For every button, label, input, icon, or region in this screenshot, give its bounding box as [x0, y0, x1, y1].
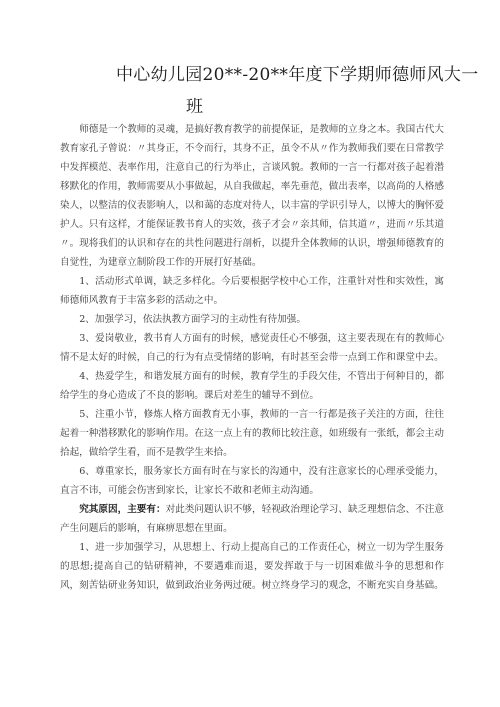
paragraph-text: 1、进一步加强学习，从思想上、行动上提高自己的工作责任心，树立一切为学生服务的思想;提高自己的钻研精神，不要遇难而退，要发挥敢于与一切困难做斗争的思想和作风，刻苦钻研业务知识，做到政治业务两过硬。树立终身学习的观念，不断充实自身基础。 — [60, 542, 444, 591]
paragraph-text: 2、加强学习，依法执教方面学习的主动性有待加强。 — [79, 314, 306, 325]
title-line-2: 班 — [186, 97, 204, 117]
paragraph-item-2 — [60, 310, 444, 329]
paragraph-text: 对此类问题认识不够，轻视政治理论学习、缺乏理想信念、不注意产生问题后的影响，有麻痹思想在里面。 — [60, 504, 445, 534]
paragraph-text: 6、尊重家长，服务家长方面有时在与家长的沟通中，没有注意家长的心理承受能力，直言不讳，可能会伤害到家长，让家长不敢和老师主动沟通。 — [60, 466, 444, 496]
paragraph-causes — [60, 500, 444, 538]
paragraph-item-6 — [60, 462, 444, 500]
paragraph-text: 1、活动形式单调，缺乏多样化。今后要根据学校中心工作，注重针对性和实效性，寓师德师风教育于丰富多彩的活动之中。 — [60, 276, 444, 306]
paragraph-text: 5、注重小节，修炼人格方面教育无小事，教师的一言一行都是孩子关注的方面，往往起着一种潜移默化的影响作用。在这一点上有的教师比较注意，如班级有一张纸，都会主动拾起，做给学生看，而不是教学生来拾。 — [60, 409, 444, 458]
paragraph-item-3 — [60, 329, 444, 367]
document-title — [60, 62, 479, 120]
paragraph-text: 师德是一个教师的灵魂，是搞好教育教学的前提保证，是教师的立身之本。我国古代大教育家孔子曾说：〃其身正，不令而行，其身不正，虽令不从〃作为教师我们要在日常教学中发挥模范、表率作用，注意自己的行为举止，言谈风貌。教师的一言一行都对孩子起着潜移默化的作用，教师需要从小事做起，从自我做起，率先垂范，做出表率，以高尚的人格感染人，以整洁的仪表影响人，以和蔼的态度对待人，以丰富的学识引导人，以博大的胸怀爱护人。只有这样，才能保证教书育人的实效，孩子才会〃亲其师，信其道〃，进而〃乐其道〃。现将我们的认识和存在的共性问题进行剖析，以提升全体教师的认识，增强师德教育的自觉性，为建章立制阶段工作的开展打好基础。 — [60, 124, 444, 268]
paragraph-item-1 — [60, 272, 444, 310]
paragraph-intro — [60, 120, 444, 272]
title-line-1: 中心幼儿园20**-20**年度下学期师德师风大一 — [116, 65, 479, 85]
paragraph-text: 4、热爱学生，和谐发展方面有的时候，教育学生的手段欠佳，不管出于何种目的，都给学生的身心造成了不良的影响。课后对差生的辅导不到位。 — [60, 371, 444, 401]
paragraph-measure-1 — [60, 538, 444, 595]
paragraph-text: 3、爱岗敬业，教书育人方面有的时候，感觉责任心不够强，这主要表现在有的教师心情不是太好的时候，自己的行为有点受情绪的影响，有时甚至会带一点到工作和课堂中去。 — [60, 333, 444, 363]
paragraph-item-5 — [60, 405, 444, 462]
paragraph-item-4 — [60, 367, 444, 405]
paragraph-lead: 究其原因，主要有： — [79, 504, 166, 515]
document-body — [60, 120, 444, 595]
